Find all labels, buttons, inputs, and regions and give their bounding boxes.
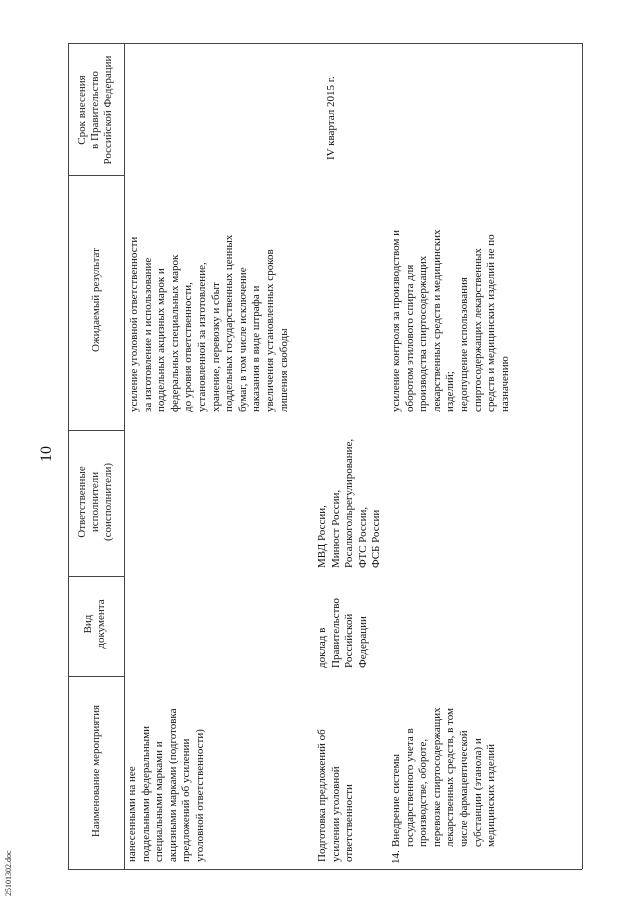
header-doctype: Вид документа <box>82 599 107 649</box>
cell-13b-deadline: IV квартал 2015 г. <box>325 76 337 160</box>
page-number: 10 <box>38 446 55 462</box>
header-deadline: Срок внесения в Правительство Российской Федерации <box>76 55 114 165</box>
cell-14-name: Внедрение системы государственного учета в производстве, обороте, перевозке спиртосодержащих лекарственных средств, в том числе фармацевтической субстанции (этанола) и медицинских изделий <box>390 707 498 847</box>
cell-continued-result: усиление уголовной ответственности за изготовление и использование поддельных акцизных марок и федеральных специальных марок до уровня ответственности, установленной за изготовление, хранение, перевозку и сбыт поддельных государственных ценных бумаг, в том числе исключение наказания в виде штрафа и увеличения установленных сроков лишения свободы <box>128 234 290 412</box>
cell-continued-name: нанесенными на нее поддельными федеральными специальными марками и акцизными марками (подготовка предложений об усилении уголовной ответственности) <box>126 708 206 862</box>
cell-14-number: 14. <box>390 850 402 864</box>
cell-13b-doctype: доклад в Правительство Российской Федерации <box>316 598 369 668</box>
cell-13b-responsible: МВД России, Минюст России, Росалкогольрегулирование, ФТС России, ФСБ России <box>316 438 383 568</box>
document-id: 25101302.doc <box>4 850 13 896</box>
cell-13b-name: Подготовка предложений об усилении уголовной ответственности <box>316 729 356 862</box>
header-responsible: Ответственные исполнители (соисполнители) <box>76 462 114 542</box>
cell-14-result: усиление контроля за производством и оборотом этилового спирта для производства спиртосодержащих лекарственных средств и медицинских изделий; недопущение использования спиртосодержащих лекарственных средств и медицинских изделий не по назначению <box>390 229 511 412</box>
header-name: Наименование мероприятия <box>90 704 102 838</box>
header-result: Ожидаемый результат <box>90 248 102 352</box>
